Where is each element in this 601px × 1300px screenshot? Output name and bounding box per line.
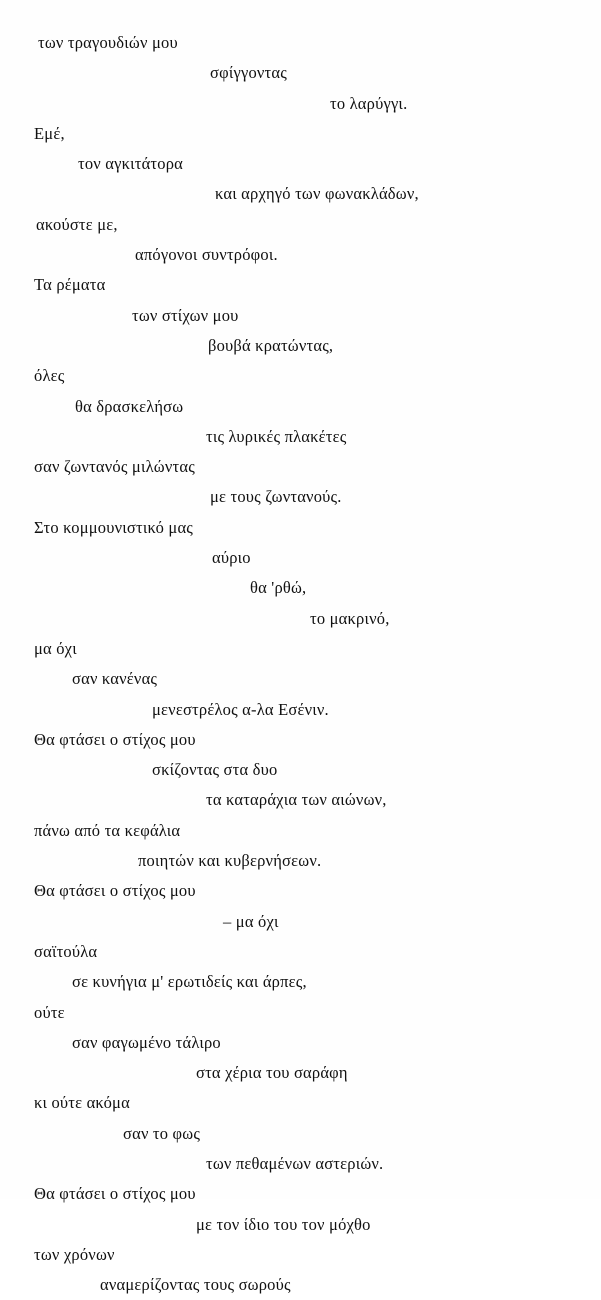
poem-line-text: πάνω από τα κεφάλια	[34, 820, 181, 840]
poem-line	[10, 179, 591, 209]
poem-line	[10, 119, 591, 149]
poem-line	[10, 937, 591, 967]
poem-line	[10, 361, 591, 391]
poem-line-text: και αρχηγό των φωνακλάδων,	[215, 184, 419, 204]
poem-line	[10, 907, 591, 937]
poem-line	[10, 876, 591, 906]
poem-line	[10, 725, 591, 755]
poem-line	[10, 998, 591, 1028]
poem-line-text: των χρόνων	[34, 1244, 115, 1264]
poem-line	[10, 1210, 591, 1240]
poem-line	[10, 482, 591, 512]
poem-line	[10, 1149, 591, 1179]
poem-line-text: Θα φτάσει ο στίχος μου	[34, 1184, 196, 1204]
poem-line-text: μενεστρέλος α-λα Εσένιν.	[152, 699, 329, 719]
poem-line	[10, 1058, 591, 1088]
poem-line-text: σαν φαγωμένο τάλιρο	[72, 1032, 221, 1052]
poem-line-text: Τα ρέματα	[34, 275, 106, 295]
poem-line-text: το μακρινό,	[310, 608, 390, 628]
poem-line-text: σαϊτούλα	[34, 941, 98, 961]
poem-line	[10, 452, 591, 482]
poem-line-text: σαν κανένας	[72, 669, 158, 689]
poem-line-text: σε κυνήγια μ' ερωτιδείς και άρπες,	[72, 972, 307, 992]
poem-line-text: σαν ζωντανός μιλώντας	[34, 457, 195, 477]
poem-line-text: Θα φτάσει ο στίχος μου	[34, 729, 196, 749]
poem-line-text: τις λυρικές πλακέτες	[206, 426, 347, 446]
poem-line	[10, 1240, 591, 1270]
poem-line-text: των πεθαμένων αστεριών.	[206, 1153, 384, 1173]
poem-line-text: Στο κομμουνιστικό μας	[34, 517, 194, 537]
poem-line	[10, 301, 591, 331]
poem-line	[10, 58, 591, 88]
poem-line	[10, 149, 591, 179]
poem-line	[10, 755, 591, 785]
poem-line	[10, 785, 591, 815]
poem-line	[10, 573, 591, 603]
poem-line-text: τον αγκιτάτορα	[78, 154, 183, 174]
poem-line	[10, 1028, 591, 1058]
poem-line	[10, 816, 591, 846]
poem-line	[10, 1179, 591, 1209]
poem-line-text: το λαρύγγι.	[330, 93, 408, 113]
poem-line-text: τα καταράχια των αιώνων,	[206, 790, 387, 810]
poem-line	[10, 604, 591, 634]
poem-line-text: των τραγουδιών μου	[38, 33, 178, 52]
poem-line-text: απόγονοι συντρόφοι.	[135, 245, 278, 265]
poem-line	[10, 543, 591, 573]
poem-line-text: κι ούτε ακόμα	[34, 1093, 130, 1113]
poem-line-text: στα χέρια του σαράφη	[196, 1063, 348, 1083]
poem-line	[10, 664, 591, 694]
poem-line-text: αύριο	[212, 548, 251, 568]
poem-body	[10, 28, 591, 1300]
poem-line	[10, 1088, 591, 1118]
poem-line	[10, 392, 591, 422]
poem-line-text: με τους ζωντανούς.	[210, 487, 342, 507]
poem-line-text: – μα όχι	[223, 911, 279, 931]
poem-line-text: σκίζοντας στα δυο	[152, 760, 278, 780]
poem-line-text: των στίχων μου	[132, 305, 239, 325]
poem-line	[10, 210, 591, 240]
poem-line	[10, 28, 591, 58]
poem-line-text: σαν το φως	[123, 1123, 201, 1143]
poem-line	[10, 1270, 591, 1300]
poem-line-text: βουβά κρατώντας,	[208, 335, 334, 355]
poem-line-text: Θα φτάσει ο στίχος μου	[34, 881, 196, 901]
poem-line-text: ακούστε με,	[36, 214, 118, 234]
poem-line	[10, 513, 591, 543]
poem-line-text: Εμέ,	[34, 123, 65, 143]
poem-line-text: όλες	[34, 366, 65, 386]
poem-line	[10, 331, 591, 361]
poem-line-text: θα δρασκελήσω	[75, 396, 184, 416]
poem-line	[10, 240, 591, 270]
poem-line	[10, 422, 591, 452]
poem-line	[10, 89, 591, 119]
poem-line-text: σφίγγοντας	[210, 63, 287, 83]
poem-line-text: ούτε	[34, 1002, 65, 1022]
poem-line	[10, 967, 591, 997]
poem-line-text: αναμερίζοντας τους σωρούς	[100, 1275, 291, 1295]
poem-line-text: μα όχι	[34, 638, 77, 658]
poem-line	[10, 846, 591, 876]
poem-line-text: θα 'ρθώ,	[250, 578, 307, 598]
poem-line	[10, 634, 591, 664]
poem-line	[10, 695, 591, 725]
poem-line	[10, 1119, 591, 1149]
poem-line	[10, 270, 591, 300]
poem-line-text: με τον ίδιο του τον μόχθο	[196, 1214, 371, 1234]
poem-line-text: ποιητών και κυβερνήσεων.	[138, 851, 322, 871]
